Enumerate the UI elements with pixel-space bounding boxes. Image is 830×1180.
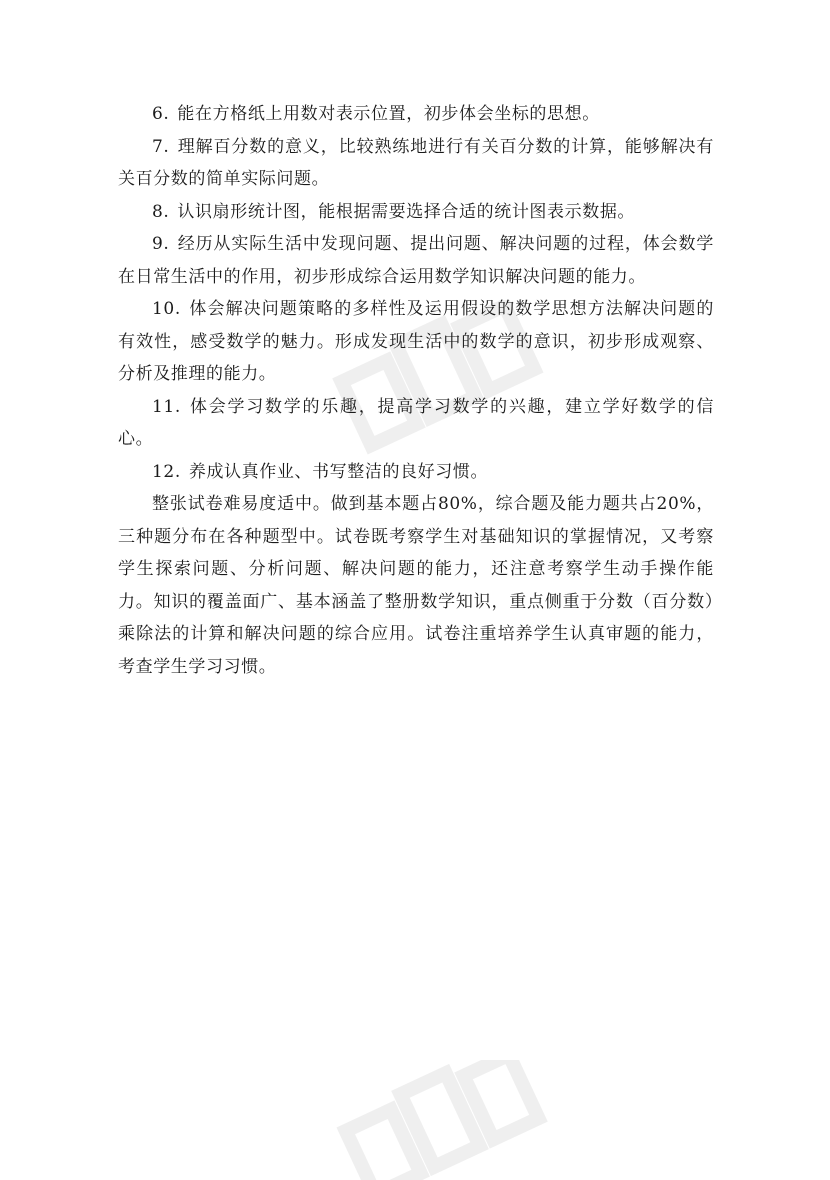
objective-item-11 [118, 391, 714, 456]
item-text: 养成认真作业、书写整洁的良好习惯。 [188, 461, 489, 482]
objective-item-9 [118, 228, 714, 293]
item-number: 12. [152, 461, 181, 482]
objective-item-6 [118, 98, 714, 131]
item-number: 7. [152, 136, 170, 157]
item-number: 6. [152, 104, 170, 124]
item-text: 体会解决问题策略的多样性及运用假设的数学思想方法解决问题的有效性，感受数学的魅力。形成发现生活中的数学的意识，初步形成观察、分析及推理的能力。 [118, 299, 714, 384]
objective-item-8 [118, 196, 714, 229]
document-body [118, 98, 714, 683]
item-text: 体会学习数学的乐趣，提高学习数学的兴趣，建立学好数学的信心。 [118, 396, 714, 449]
item-text: 理解百分数的意义，比较熟练地进行有关百分数的计算，能够解决有关百分数的简单实际问题。 [118, 136, 714, 189]
item-text: 经历从实际生活中发现问题、提出问题、解决问题的过程，体会数学在日常生活中的作用，初步形成综合运用数学知识解决问题的能力。 [118, 234, 714, 287]
objective-item-10 [118, 293, 714, 391]
item-number: 10. [152, 299, 181, 319]
objective-item-12 [118, 456, 714, 489]
objective-item-7 [118, 131, 714, 196]
item-number: 11. [152, 396, 181, 417]
exam-summary-paragraph: 整张试卷难易度适中。做到基本题占80%，综合题及能力题共占20%，三种题分布在各种题型中。试卷既考察学生对基础知识的掌握情况，又考察学生探索问题、分析问题、解决问题的能力，还注意考察学生动手操作能力。知识的覆盖面广、基本涵盖了整册数学知识，重点侧重于分数（百分数）乘除法的计算和解决问题的综合应用。试卷注重培养学生认真审题的能力，考查学生学习习惯。 [118, 494, 714, 677]
item-number: 8. [152, 201, 170, 222]
item-text: 认识扇形统计图，能根据需要选择合适的统计图表示数据。 [177, 201, 636, 222]
item-number: 9. [152, 234, 170, 254]
item-text: 能在方格纸上用数对表示位置，初步体会坐标的思想。 [177, 104, 600, 124]
watermark-logo [330, 1060, 550, 1180]
